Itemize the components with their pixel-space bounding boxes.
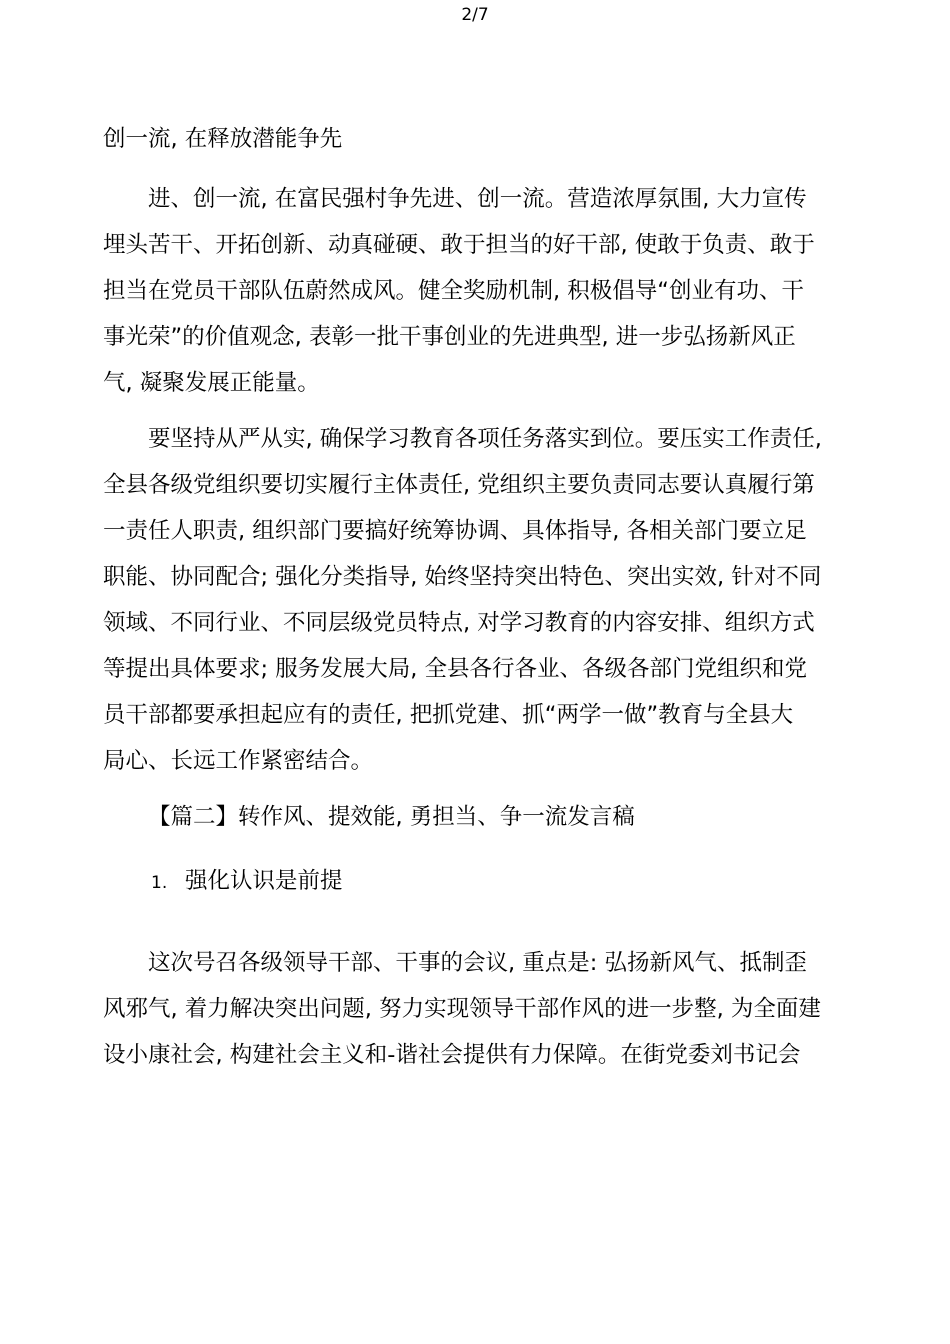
paragraph-meeting	[103, 940, 859, 1078]
text-line: 担当在党员干部队伍蔚然成风。健全奖励机制, 积极倡导“创业有功、干	[103, 278, 804, 304]
text-line: 领域、不同行业、不同层级党员特点, 对学习教育的内容安排、组织方式	[103, 610, 815, 636]
paragraph-atmosphere	[103, 176, 859, 406]
text-line: 这次号召各级领导干部、干事的会议, 重点是: 弘扬新风气、抵制歪	[148, 950, 808, 976]
text-line: 埋头苦干、开拓创新、动真碰硬、敢于担当的好干部, 使敢于负责、敢于	[103, 232, 815, 258]
list-item	[103, 858, 859, 904]
text-line: 职能、协同配合; 强化分类指导, 始终坚持突出特色、突出实效, 针对不同	[103, 564, 822, 590]
text-line: 进、创一流, 在富民强村争先进、创一流。营造浓厚氛围, 大力宣传	[148, 186, 807, 212]
text-line: 全县各级党组织要切实履行主体责任, 党组织主要负责同志要认真履行第	[103, 472, 815, 498]
text-line: 气, 凝聚发展正能量。	[103, 370, 320, 396]
text-line: 事光荣”的价值观念, 表彰一批干事创业的先进典型, 进一步弘扬新风正	[103, 324, 796, 350]
page-number: 2/7	[461, 5, 489, 25]
paragraph-continuation	[103, 116, 859, 162]
text-line: 员干部都要承担起应有的责任, 把抓党建、抓“两学一做”教育与全县大	[103, 702, 794, 728]
text-line: 要坚持从严从实, 确保学习教育各项任务落实到位。要压实工作责任,	[148, 426, 822, 452]
paragraph-strict-implementation	[103, 416, 859, 784]
text-line: 一责任人职责, 组织部门要搞好统筹协调、具体指导, 各相关部门要立足	[103, 518, 807, 544]
list-item-text: 强化认识是前提	[185, 868, 343, 894]
list-item-number: 1.	[151, 873, 168, 893]
text-line: 创一流, 在释放潜能争先	[103, 126, 343, 152]
section-title: 【篇二】转作风、提效能, 勇担当、争一流发言稿	[148, 804, 635, 830]
text-line: 局心、长远工作紧密结合。	[103, 748, 374, 774]
text-line: 风邪气, 着力解决突出问题, 努力实现领导干部作风的进一步整, 为全面建	[103, 996, 821, 1022]
text-line: 设小康社会, 构建社会主义和-谐社会提供有力保障。在街党委刘书记会	[103, 1042, 801, 1068]
text-line: 等提出具体要求; 服务发展大局, 全县各行各业、各级各部门党组织和党	[103, 656, 808, 682]
document-body	[103, 116, 859, 1088]
